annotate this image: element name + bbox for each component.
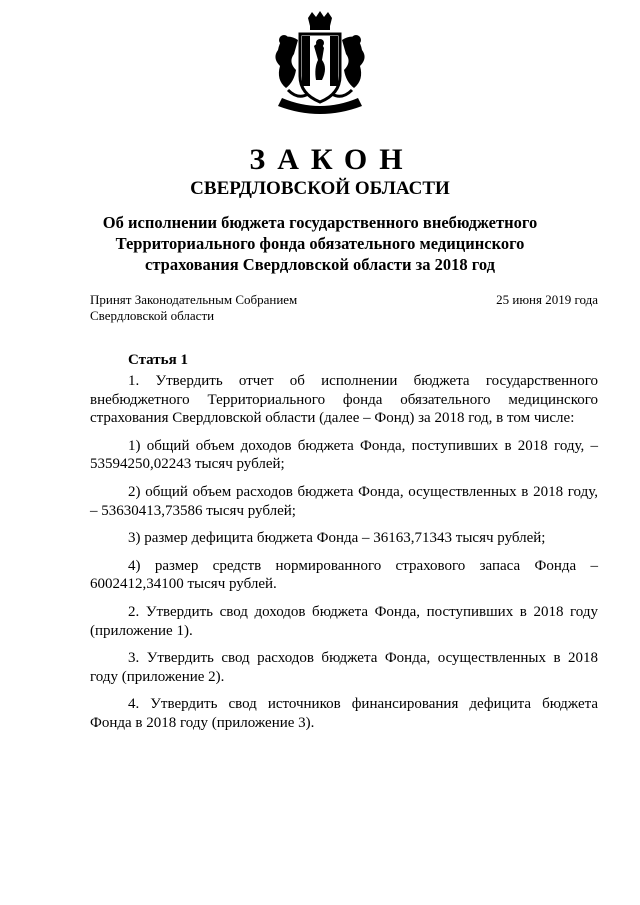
region-heading: СВЕРДЛОВСКОЙ ОБЛАСТИ <box>190 178 450 199</box>
article-body <box>90 372 598 742</box>
subtitle-line: страхования Свердловской области за 2018 год <box>145 255 495 274</box>
law-subtitle <box>80 212 560 275</box>
adoption-date: 25 июня 2019 года <box>496 292 598 307</box>
article-title: Статья 1 <box>128 352 188 368</box>
subtitle-line: Территориального фонда обязательного медицинского <box>115 234 525 253</box>
adoption-info <box>90 292 297 324</box>
paragraph: 2) общий объем расходов бюджета Фонда, осуществленных в 2018 году, – 53630413,73586 тысяч рублей; <box>90 483 598 519</box>
law-heading: ЗАКОН <box>249 143 415 176</box>
paragraph: 1. Утвердить отчет об исполнении бюджета государственного внебюджетного Территориального фонда обязательного медицинского страхования Свердловской области (далее – Фонд) за 2018 год, в том числе: <box>90 373 598 427</box>
paragraph: 3) размер дефицита бюджета Фонда – 36163,71343 тысяч рублей; <box>128 530 546 547</box>
coat-of-arms-icon <box>258 10 382 122</box>
subtitle-line: Об исполнении бюджета государственного внебюджетного <box>102 213 538 232</box>
adoption-line: Свердловской области <box>90 308 215 323</box>
paragraph: 4) размер средств нормированного страхового запаса Фонда – 6002412,34100 тысяч рублей. <box>90 557 598 593</box>
paragraph: 1) общий объем доходов бюджета Фонда, поступивших в 2018 году, – 53594250,02243 тысяч рублей; <box>90 437 598 473</box>
paragraph: 3. Утвердить свод расходов бюджета Фонда, осуществленных в 2018 году (приложение 2). <box>90 650 598 685</box>
paragraph: 4. Утвердить свод источников финансирования дефицита бюджета Фонда в 2018 году (приложение 3). <box>90 696 598 731</box>
adoption-line: Принят Законодательным Собранием <box>90 292 298 307</box>
paragraph: 2. Утвердить свод доходов бюджета Фонда, поступивших в 2018 году (приложение 1). <box>90 603 598 639</box>
